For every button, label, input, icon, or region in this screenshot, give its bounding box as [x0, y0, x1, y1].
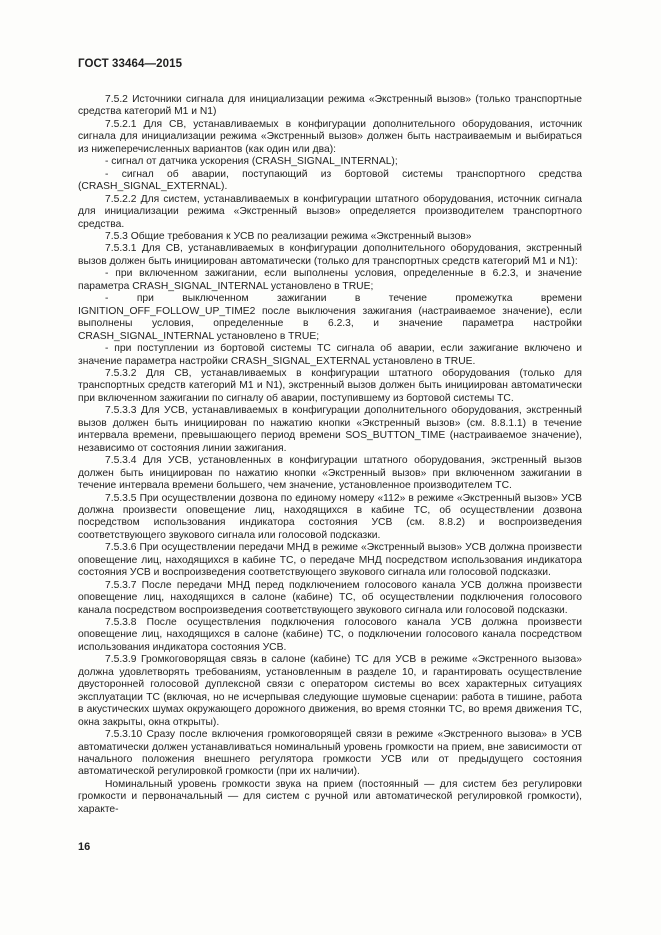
- list-item: - при поступлении из бортовой системы ТС сигнала об аварии, если зажигание включено и значение параметра настройки CRASH_SIGNAL_EXTERNAL установлено в TRUE.: [78, 343, 582, 367]
- list-item: - сигнал об аварии, поступающий из бортовой системы транспортного средства (CRASH_SIGNAL_EXTERNAL).: [78, 168, 582, 193]
- paragraph: Номинальный уровень громкости звука на прием (постоянный — для систем без регулировки громкости и первоначальный — для систем с ручной или автоматической регулировкой громкости), характе-: [78, 778, 582, 815]
- paragraph: 7.5.3.1 Для СВ, устанавливаемых в конфигурации дополнительного оборудования, экстренный вызов должен быть инициирован автоматически (только для транспортных средств категорий М1 и N1):: [78, 243, 582, 267]
- page-number: 16: [78, 841, 91, 853]
- paragraph: 7.5.2.1 Для СВ, устанавливаемых в конфигурации дополнительного оборудования, источник сигнала для инициализации режима «Экстренный вызов» должен быть настраиваемым и выбираться из нижеперечисленных вариантов (как один или два):: [78, 118, 582, 155]
- document-body: [78, 94, 582, 816]
- list-item: - при выключенном зажигании в течение промежутка времени IGNITION_OFF_FOLLOW_UP_TIME2 после выключения зажигания (настраиваемое значение), если выполнены условия, определенные в 6.2.3, и значение параметра настройки CRASH_SIGNAL_INTERNAL установлено в TRUE;: [78, 293, 582, 342]
- paragraph: 7.5.3.10 Сразу после включения громкоговорящей связи в режиме «Экстренного вызова» в УСВ автоматически должен устанавливаться номинальный уровень громкости на прием, вне зависимости от начального положения внешнего регулятора громкости УСВ или от предыдущего состояния автоматической регулировкой громкости (при их наличии).: [78, 729, 582, 778]
- paragraph: 7.5.2 Источники сигнала для инициализации режима «Экстренный вызов» (только транспортные средства категорий М1 и N1): [78, 94, 582, 118]
- document-header: ГОСТ 33464—2015: [78, 58, 183, 70]
- paragraph: 7.5.3.2 Для СВ, устанавливаемых в конфигурации штатного оборудования (только для транспортных средств категорий М1 и N1), экстренный вызов должен быть инициирован автоматически при включенном зажигании по сигналу об аварии, поступившему из бортовой системы ТС.: [78, 367, 582, 404]
- list-item: - сигнал от датчика ускорения (CRASH_SIGNAL_INTERNAL);: [105, 156, 398, 168]
- paragraph: 7.5.3.8 После осуществления подключения голосового канала УСВ должна произвести оповещение лиц, находящихся в салоне (кабине) ТС, о подключении голосового канала посредством использования индикатора состояния УСВ.: [78, 617, 582, 653]
- list-item: - при включенном зажигании, если выполнены условия, определенные в 6.2.3, и значение параметра CRASH_SIGNAL_INTERNAL установлено в TRUE;: [78, 268, 582, 292]
- paragraph: 7.5.3.9 Громкоговорящая связь в салоне (кабине) ТС для УСВ в режиме «Экстренного вызова» должна удовлетворять требованиям, установленным в разделе 10, и гарантировать осуществление двусторонней голосовой дуплексной связи с оператором системы во всех характерных ситуациях эксплуатации ТС (включая, но не исчерпывая следующие шумовые сценарии: работа в тишине, работа в акустических шумах окружающего дорожного движения, во время стоянки ТС, во время движения ТС, окна закрыты, окна открыты).: [78, 654, 582, 728]
- paragraph: 7.5.3.7 После передачи МНД перед подключением голосового канала УСВ должна произвести оповещение лиц, находящихся в салоне (кабине) ТС, об осуществлении подключения голосового канала посредством воспроизведения соответствующего звукового сигнала или голосовой подсказки.: [78, 579, 582, 616]
- paragraph: 7.5.3.4 Для УСВ, установленных в конфигурации штатного оборудования, экстренный вызов должен быть инициирован по нажатию кнопки «Экстренный вызов» при включенном зажигании в течение интервала времени большего, чем значение, установленное производителем ТС.: [78, 455, 582, 492]
- paragraph: 7.5.2.2 Для систем, устанавливаемых в конфигурации штатного оборудования, источник сигнала для инициализации режима «Экстренный вызов» определяется производителем транспортного средства.: [78, 193, 582, 230]
- paragraph: 7.5.3 Общие требования к УСВ по реализации режима «Экстренный вызов»: [105, 230, 472, 242]
- paragraph: 7.5.3.3 Для УСВ, устанавливаемых в конфигурации дополнительного оборудования, экстренный вызов должен быть инициирован по нажатию кнопки «Экстренный вызов» (см. 8.8.1.1) в течение интервала времени, превышающего период времени SOS_BUTTON_TIME (настраиваемое значение), независимо от состояния линии зажигания.: [78, 405, 582, 454]
- paragraph: 7.5.3.6 При осуществлении передачи МНД в режиме «Экстренный вызов» УСВ должна произвести оповещение лиц, находящихся в кабине ТС, о передаче МНД посредством использования индикатора состояния УСВ и воспроизведения соответствующего звукового сигнала или голосовой подсказки.: [78, 542, 582, 579]
- paragraph: 7.5.3.5 При осуществлении дозвона по единому номеру «112» в режиме «Экстренный вызов» УСВ должна произвести оповещение лиц, находящихся в кабине ТС, об осуществлении дозвона посредством использования индикатора состояния УСВ (см. 8.8.2) и воспроизведения соответствующего звукового сигнала или голосовой подсказки.: [78, 492, 582, 541]
